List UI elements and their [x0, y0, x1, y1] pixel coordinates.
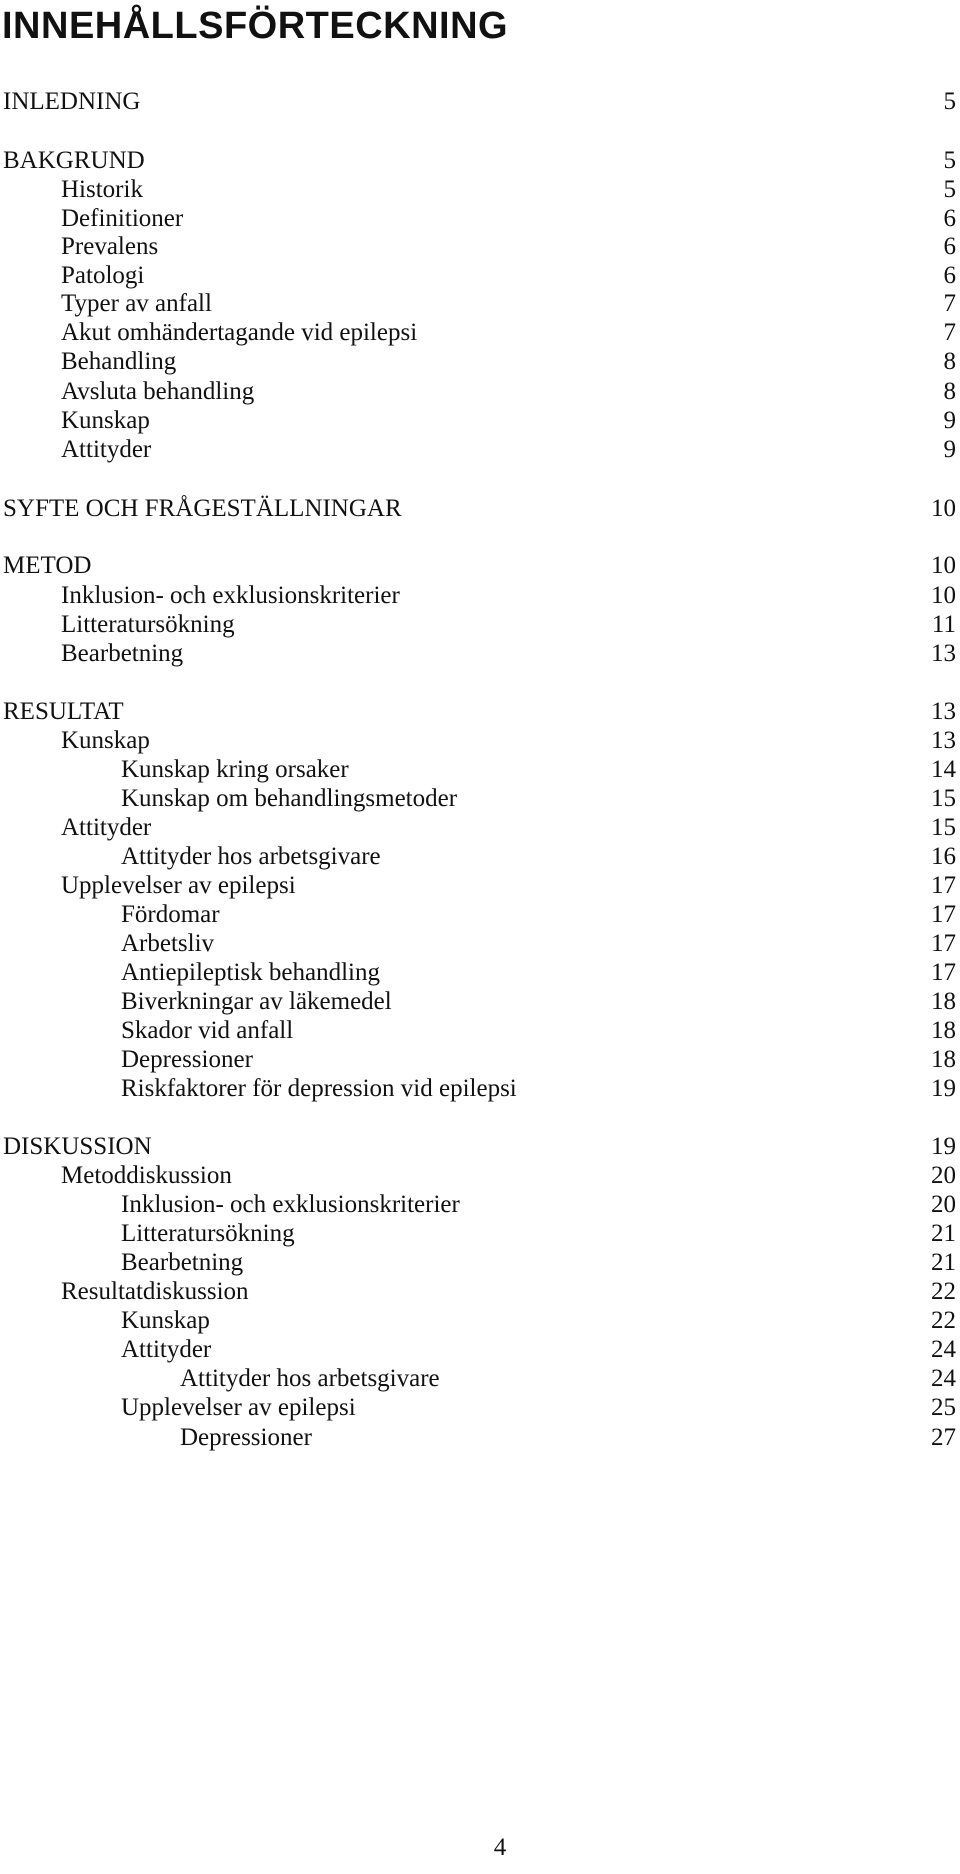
toc-entry-label[interactable]: Biverkningar av läkemedel: [121, 988, 392, 1015]
toc-entry-page: 6: [943, 262, 956, 289]
toc-entry-page: 17: [931, 930, 956, 957]
toc-entry[interactable]: [0, 636, 960, 672]
toc-entry-label[interactable]: SYFTE OCH FRÅGESTÄLLNINGAR: [3, 495, 402, 522]
toc-entry-page: 10: [931, 495, 956, 522]
toc-entry-page: 6: [943, 233, 956, 260]
toc-entry-page: 18: [931, 1017, 956, 1044]
toc-entry-label[interactable]: Resultatdiskussion: [61, 1278, 249, 1305]
toc-entry-label[interactable]: Attityder: [61, 436, 152, 463]
toc-entry-label[interactable]: Attityder hos arbetsgivare: [180, 1365, 440, 1392]
toc-entry-label[interactable]: Skador vid anfall: [121, 1017, 294, 1044]
toc-entry-page: 9: [943, 436, 956, 463]
toc-entry-label[interactable]: Metoddiskussion: [61, 1162, 232, 1189]
toc-entry-page: 15: [931, 814, 956, 841]
toc-entry-label[interactable]: Antiepileptisk behandling: [121, 959, 380, 986]
toc-entry[interactable]: [0, 1071, 960, 1107]
toc-entry-page: 6: [943, 205, 956, 232]
toc-entry-label[interactable]: Arbetsliv: [121, 930, 215, 957]
toc-entry[interactable]: [0, 84, 960, 120]
toc-entry-label[interactable]: Kunskap kring orsaker: [121, 756, 349, 783]
toc-entry-label[interactable]: RESULTAT: [3, 698, 124, 725]
toc-entry-page: 8: [943, 378, 956, 405]
toc-entry-label[interactable]: Bearbetning: [61, 640, 184, 667]
toc-entry-page: 13: [931, 698, 956, 725]
toc-entry-label[interactable]: INLEDNING: [3, 88, 141, 115]
toc-entry-page: 21: [931, 1220, 956, 1247]
toc-entry-label[interactable]: Depressioner: [180, 1424, 312, 1451]
toc-entry-page: 10: [931, 552, 956, 579]
toc-entry-label[interactable]: Avsluta behandling: [61, 378, 255, 405]
toc-entry[interactable]: [0, 432, 960, 468]
toc-entry-page: 16: [931, 843, 956, 870]
toc-entry-label[interactable]: Bearbetning: [121, 1249, 244, 1276]
toc-entry-page: 17: [931, 901, 956, 928]
toc-entry-page: 21: [931, 1249, 956, 1276]
toc-entry-page: 5: [943, 88, 956, 115]
toc-entry-page: 19: [931, 1133, 956, 1160]
toc-entry-label[interactable]: Litteratursökning: [121, 1220, 295, 1247]
toc-entry-label[interactable]: Definitioner: [61, 205, 184, 232]
toc-entry-label[interactable]: Inklusion- och exklusionskriterier: [121, 1191, 460, 1218]
toc-entry-page: 20: [931, 1162, 956, 1189]
toc-entry-page: 13: [931, 640, 956, 667]
toc-entry-label[interactable]: Upplevelser av epilepsi: [61, 872, 296, 899]
toc-entry-page: 14: [931, 756, 956, 783]
toc-entry[interactable]: [0, 1420, 960, 1456]
toc-entry-page: 13: [931, 727, 956, 754]
toc-entry-label[interactable]: Prevalens: [61, 233, 159, 260]
page-title: INNEHÅLLSFÖRTECKNING: [2, 5, 509, 47]
toc-entry[interactable]: [0, 491, 960, 527]
toc-entry-label[interactable]: Fördomar: [121, 901, 220, 928]
toc-entry-label[interactable]: Behandling: [61, 348, 177, 375]
toc-entry-label[interactable]: Patologi: [61, 262, 145, 289]
toc-entry-page: 5: [943, 176, 956, 203]
toc-entry-page: 7: [943, 290, 956, 317]
toc-entry-label[interactable]: Litteratursökning: [61, 611, 235, 638]
toc-entry-page: 7: [943, 319, 956, 346]
toc-entry-label[interactable]: Akut omhändertagande vid epilepsi: [61, 319, 418, 346]
toc-entry-label[interactable]: Typer av anfall: [61, 290, 212, 317]
toc-entry-page: 10: [931, 582, 956, 609]
toc-entry-page: 24: [931, 1365, 956, 1392]
toc-entry-label[interactable]: BAKGRUND: [3, 147, 145, 174]
toc-entry-label[interactable]: Depressioner: [121, 1046, 253, 1073]
toc-entry-label[interactable]: Attityder hos arbetsgivare: [121, 843, 381, 870]
toc-entry-label[interactable]: Kunskap: [121, 1307, 210, 1334]
toc-entry-page: 20: [931, 1191, 956, 1218]
toc-entry-page: 27: [931, 1424, 956, 1451]
toc-entry-page: 5: [943, 147, 956, 174]
toc-entry-page: 11: [931, 611, 956, 638]
toc-entry-label[interactable]: Kunskap: [61, 727, 150, 754]
page-number: 4: [493, 1834, 507, 1861]
toc-entry-page: 8: [943, 348, 956, 375]
toc-entry-label[interactable]: METOD: [3, 552, 92, 579]
toc-entry-label[interactable]: Inklusion- och exklusionskriterier: [61, 582, 400, 609]
toc-entry-page: 25: [931, 1394, 956, 1421]
toc-entry-page: 17: [931, 959, 956, 986]
toc-entry-label[interactable]: Riskfaktorer för depression vid epilepsi: [121, 1075, 517, 1102]
toc-entry-page: 24: [931, 1336, 956, 1363]
toc-entry-label[interactable]: Attityder: [121, 1336, 212, 1363]
toc-entry-label[interactable]: Attityder: [61, 814, 152, 841]
toc-entry-label[interactable]: Kunskap om behandlingsmetoder: [121, 785, 458, 812]
toc-entry-label[interactable]: Kunskap: [61, 407, 150, 434]
toc-entry-label[interactable]: Historik: [61, 176, 143, 203]
toc-entry-label[interactable]: Upplevelser av epilepsi: [121, 1394, 356, 1421]
toc-entry-page: 9: [943, 407, 956, 434]
toc-entry-page: 19: [931, 1075, 956, 1102]
toc-entry-page: 22: [931, 1307, 956, 1334]
toc-entry-page: 18: [931, 1046, 956, 1073]
toc-entry-page: 17: [931, 872, 956, 899]
toc-entry-page: 22: [931, 1278, 956, 1305]
toc-entry-label[interactable]: DISKUSSION: [3, 1133, 152, 1160]
toc-entry-page: 18: [931, 988, 956, 1015]
toc-entry-page: 15: [931, 785, 956, 812]
